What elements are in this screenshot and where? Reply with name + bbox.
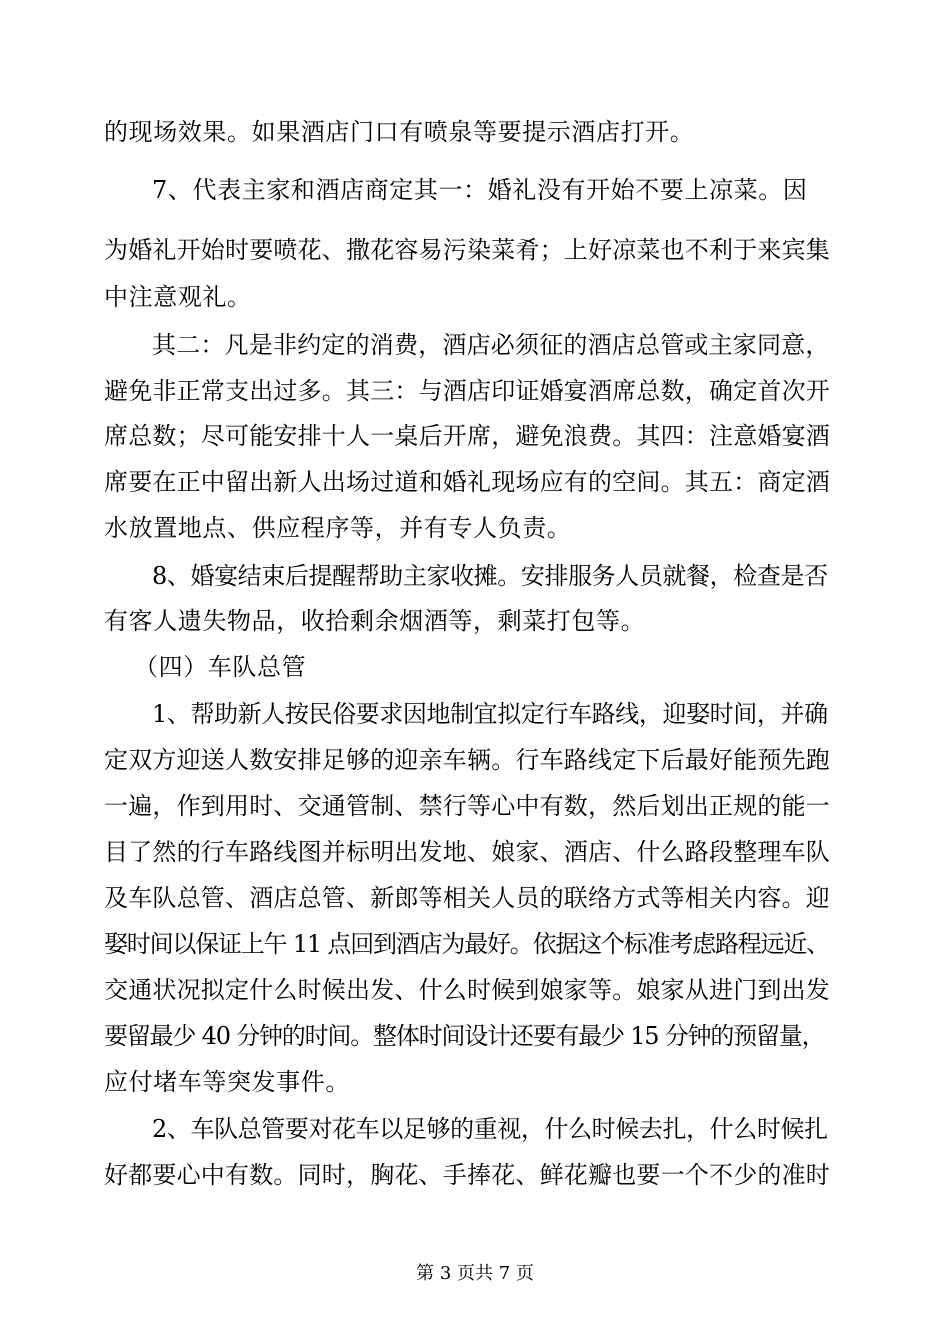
text-line: 中注意观礼。	[104, 283, 252, 311]
text-line: 要留最少 40 分钟的时间。整体时间设计还要有最少 15 分钟的预留量，	[104, 1022, 825, 1050]
text-line: 好都要心中有数。同时，胸花、手捧花、鲜花瓣也要一个不少的准时	[104, 1161, 830, 1189]
text-line: 有客人遗失物品，收拾剩余烟酒等，剩菜打包等。	[104, 607, 646, 635]
page-footer: 第 3 页共 7 页	[416, 1263, 534, 1284]
text-line: 一遍，作到用时、交通管制、禁行等心中有数，然后划出正规的能一	[104, 792, 830, 820]
text-line: 及车队总管、酒店总管、新郎等相关人员的联络方式等相关内容。迎	[104, 884, 830, 912]
text-line: 为婚礼开始时要喷花、撒花容易污染菜肴；上好凉菜也不利于来宾集	[104, 236, 830, 264]
text-line: 应付堵车等突发事件。	[104, 1068, 350, 1096]
text-line: 8、婚宴结束后提醒帮助主家收摊。安排服务人员就餐，检查是否	[152, 562, 828, 590]
text-line: 娶时间以保证上午 11 点回到酒店为最好。依据这个标准考虑路程远近、	[104, 930, 829, 958]
text-line: 水放置地点、供应程序等，并有专人负责。	[104, 514, 572, 542]
text-line: 2、车队总管要对花车以足够的重视，什么时候去扎，什么时候扎	[152, 1115, 828, 1143]
section-heading: （四）车队总管	[134, 653, 307, 681]
text-line: 其二：凡是非约定的消费，酒店必须征的酒店总管或主家同意，	[152, 331, 830, 359]
text-line: 避免非正常支出过多。其三：与酒店印证婚宴酒席总数，确定首次开	[104, 377, 830, 405]
text-line: 1、帮助新人按民俗要求因地制宜拟定行车路线，迎娶时间，并确	[152, 700, 828, 728]
text-line: 定双方迎送人数安排足够的迎亲车辆。行车路线定下后最好能预先跑	[104, 746, 830, 774]
text-line: 席总数；尽可能安排十人一桌后开席，避免浪费。其四：注意婚宴酒	[104, 422, 830, 450]
text-line: 的现场效果。如果酒店门口有喷泉等要提示酒店打开。	[104, 118, 695, 146]
text-line: 目了然的行车路线图并标明出发地、娘家、酒店、什么路段整理车队	[104, 838, 830, 866]
text-line: 交通状况拟定什么时候出发、什么时候到娘家等。娘家从进门到出发	[104, 976, 830, 1004]
text-line: 席要在正中留出新人出场过道和婚礼现场应有的空间。其五：商定酒	[104, 468, 830, 496]
text-line: 7、代表主家和酒店商定其一：婚礼没有开始不要上凉菜。因	[152, 176, 808, 204]
